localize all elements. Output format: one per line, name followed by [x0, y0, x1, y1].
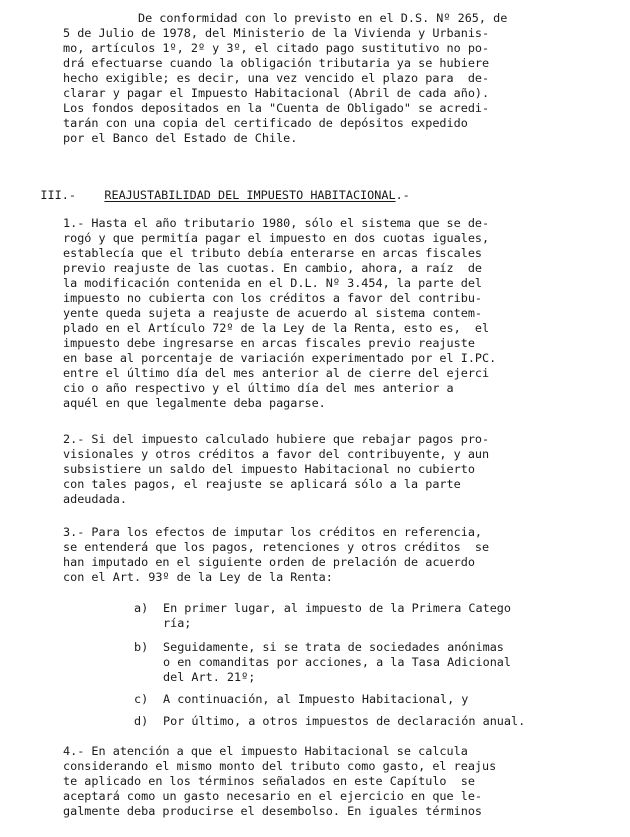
text-line: cio o año respectivo y el último día del mes anterior a — [63, 381, 454, 395]
text-line: 1.- Hasta el año tributario 1980, sólo el sistema que se de- — [63, 216, 490, 230]
text-line: previo reajuste de las cuotas. En cambio, ahora, a raíz de — [63, 261, 483, 275]
text-line: 4.- En atención a que el impuesto Habitacional se calcula — [63, 744, 468, 758]
text-line: mo, artículos 1º, 2º y 3º, el citado pago sustitutivo no po- — [63, 41, 490, 55]
text-line: De conformidad con lo previsto en el D.S. Nº 265, de — [138, 11, 508, 25]
text-line: adeudada. — [63, 492, 127, 506]
text-line: subsistiere un saldo del impuesto Habitacional no cubierto — [63, 462, 475, 476]
text-line: 2.- Si del impuesto calculado hubiere que rebajar pagos pro- — [63, 432, 490, 446]
section-heading — [12, 174, 410, 202]
text-line: hecho exigible; es decir, una vez vencido el plazo para de- — [63, 71, 490, 85]
text-line: Seguidamente, si se trata de sociedades anónimas — [163, 640, 504, 654]
text-line: 5 de Julio de 1978, del Ministerio de la Vivienda y Urbanis- — [63, 26, 490, 40]
text-line: han imputado en el siguiente orden de prelación de acuerdo — [63, 555, 475, 569]
text-line: o en comanditas por acciones, a la Tasa Adicional — [163, 655, 512, 669]
text-line: impuesto no cubierta con los créditos a favor del contribu- — [63, 291, 483, 305]
section-title: REAJUSTABILIDAD DEL IMPUESTO HABITACIONAL — [104, 188, 396, 202]
section-title-suffix: .- — [395, 188, 410, 202]
text-line: A continuación, al Impuesto Habitacional, y — [163, 692, 469, 706]
text-line: clarar y pagar el Impuesto Habitacional (Abril de cada año). — [63, 86, 490, 100]
text-line: galmente deba producirse el desembolso. En iguales términos — [63, 804, 483, 818]
text-line: considerando el mismo monto del tributo como gasto, el reajus — [63, 759, 497, 773]
text-line: ría; — [163, 616, 192, 630]
text-line: por el Banco del Estado de Chile. — [63, 131, 298, 145]
text-line: la modificación contenida en el D.L. Nº 3.454, la parte del — [63, 276, 483, 290]
list-marker: c) — [134, 692, 149, 706]
text-line: drá efectuarse cuando la obligación tributaria ya se hubiere — [63, 56, 490, 70]
text-line: Por último, a otros impuestos de declaración anual. — [163, 714, 526, 728]
section-number: III.- — [40, 188, 76, 202]
text-line: impuesto debe ingresarse en arcas fiscales previo reajuste — [63, 336, 475, 350]
text-line: visionales y otros créditos a favor del contribuyente, y aun — [63, 447, 490, 461]
text-line: aceptará como un gasto necesario en el ejercicio en que le- — [63, 789, 483, 803]
text-line: se entenderá que los pagos, retenciones y otros créditos se — [63, 540, 490, 554]
text-line: yente queda sujeta a reajuste de acuerdo al sistema contem- — [63, 306, 483, 320]
text-line: con el Art. 93º de la Ley de la Renta: — [63, 570, 333, 584]
list-marker: a) — [134, 601, 149, 615]
list-marker: b) — [134, 640, 149, 654]
text-line: entre el último día del mes anterior al de cierre del ejerci — [63, 366, 490, 380]
list-marker: d) — [134, 714, 149, 728]
text-line: En primer lugar, al impuesto de la Primera Catego — [163, 601, 512, 615]
text-line: te aplicado en los términos señalados en este Capítulo se — [63, 774, 475, 788]
text-line: tarán con una copia del certificado de depósitos expedido — [63, 116, 468, 130]
text-line: en base al porcentaje de variación experimentado por el I.PC. — [63, 351, 497, 365]
text-line: rogó y que permitía pagar el impuesto en dos cuotas iguales, — [63, 231, 490, 245]
text-line: aquél en que legalmente deba pagarse. — [63, 396, 326, 410]
text-line: del Art. 21º; — [163, 670, 256, 684]
text-line: con tales pagos, el reajuste se aplicará sólo a la parte — [63, 477, 461, 491]
text-line: plado en el Artículo 72º de la Ley de la Renta, esto es, el — [63, 321, 490, 335]
text-line: establecía que el tributo debía enterarse en arcas fiscales — [63, 246, 483, 260]
text-line: Los fondos depositados en la "Cuenta de Obligado" se acredi- — [63, 101, 490, 115]
text-line: 3.- Para los efectos de imputar los créditos en referencia, — [63, 525, 483, 539]
